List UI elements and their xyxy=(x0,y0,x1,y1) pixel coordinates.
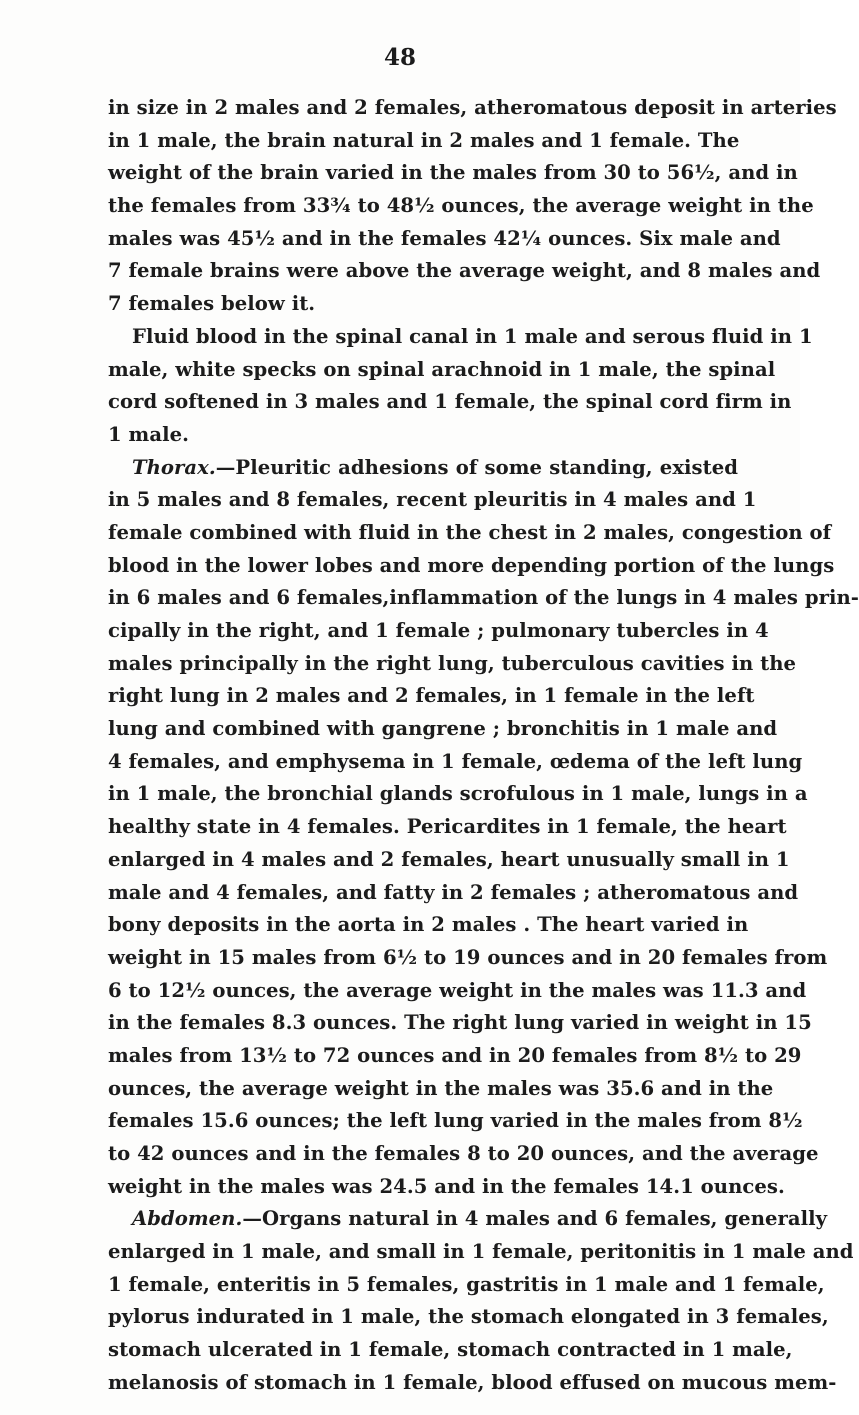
text-line: females 15.6 ounces; the left lung varied in the males from 8½ xyxy=(108,1109,803,1133)
text-line: cipally in the right, and 1 female ; pulmonary tubercles in 4 xyxy=(108,619,769,642)
text-line: stomach ulcerated in 1 female, stomach contracted in 1 male, xyxy=(108,1338,793,1362)
text-line: bony deposits in the aorta in 2 males . The heart varied in xyxy=(108,913,749,937)
text-line: in the females 8.3 ounces. The right lung varied in weight in 15 xyxy=(108,1011,812,1035)
text-line: in 6 males and 6 females,inflammation of the lungs in 4 males prin- xyxy=(108,586,859,610)
text-line: Fluid blood in the spinal canal in 1 male and serous fluid in 1 xyxy=(132,324,813,348)
text-line: 7 female brains were above the average weight, and 8 males and xyxy=(108,259,821,283)
text-line: in 5 males and 8 females, recent pleuritis in 4 males and 1 xyxy=(108,488,757,512)
text-line: enlarged in 1 male, and small in 1 female, peritonitis in 1 male and xyxy=(108,1240,854,1264)
text-line: lung and combined with gangrene ; bronchitis in 1 male and xyxy=(108,717,778,741)
text-line: male, white specks on spinal arachnoid in 1 male, the spinal xyxy=(108,357,776,381)
text-line: male and 4 females, and fatty in 2 females ; atheromatous and xyxy=(108,880,799,904)
text-line: to 42 ounces and in the females 8 to 20 ounces, and the average xyxy=(108,1142,819,1165)
text-line: weight in 15 males from 6½ to 19 ounces and in 20 females from xyxy=(108,945,828,969)
text-line: 4 females, and emphysema in 1 female, œdema of the left lung xyxy=(108,749,803,773)
text-line: in size in 2 males and 2 females, atheromatous deposit in arteries xyxy=(108,96,837,119)
text-line: blood in the lower lobes and more depending portion of the lungs xyxy=(108,553,835,577)
text-line: 7 females below it. xyxy=(108,292,316,316)
text-line: healthy state in 4 females. Pericardites in 1 female, the heart xyxy=(108,815,787,839)
page-number: 48 xyxy=(383,44,416,71)
text-line: enlarged in 4 males and 2 females, heart unusually small in 1 xyxy=(108,847,790,871)
line-text: —Organs natural in 4 males and 6 females, generally xyxy=(242,1207,828,1231)
body-text xyxy=(108,92,859,1400)
text-line: cord softened in 3 males and 1 female, the spinal cord firm in xyxy=(108,390,792,414)
text-line: males principally in the right lung, tuberculous cavities in the xyxy=(108,651,797,675)
text-line: pylorus indurated in 1 male, the stomach elongated in 3 females, xyxy=(108,1305,829,1329)
text-line: 6 to 12½ ounces, the average weight in the males was 11.3 and xyxy=(108,978,807,1002)
text-line: female combined with fluid in the chest in 2 males, congestion of xyxy=(108,520,832,544)
section-heading: Abdomen. xyxy=(132,1207,243,1231)
text-line xyxy=(108,1203,828,1236)
text-line: melanosis of stomach in 1 female, blood effused on mucous mem- xyxy=(108,1370,837,1394)
text-line xyxy=(108,452,738,485)
text-line: ounces, the average weight in the males was 35.6 and in the xyxy=(108,1076,774,1100)
text-line: males from 13½ to 72 ounces and in 20 females from 8½ to 29 xyxy=(108,1043,802,1067)
text-line: weight of the brain varied in the males from 30 to 56½, and in xyxy=(108,161,798,185)
text-line: in 1 male, the brain natural in 2 males and 1 female. The xyxy=(108,128,740,152)
text-line: in 1 male, the bronchial glands scrofulous in 1 male, lungs in a xyxy=(108,782,808,806)
text-line: weight in the males was 24.5 and in the females 14.1 ounces. xyxy=(108,1174,785,1198)
text-line: the females from 33¾ to 48½ ounces, the average weight in the xyxy=(108,194,814,218)
section-heading: Thorax. xyxy=(132,455,216,479)
text-line: 1 male. xyxy=(108,422,189,446)
text-line: males was 45½ and in the females 42¼ ounces. Six male and xyxy=(108,226,781,250)
text-line: 1 female, enteritis in 5 females, gastritis in 1 male and 1 female, xyxy=(108,1272,825,1296)
text-line: right lung in 2 males and 2 females, in 1 female in the left xyxy=(108,684,755,708)
line-text: —Pleuritic adhesions of some standing, existed xyxy=(215,455,738,479)
